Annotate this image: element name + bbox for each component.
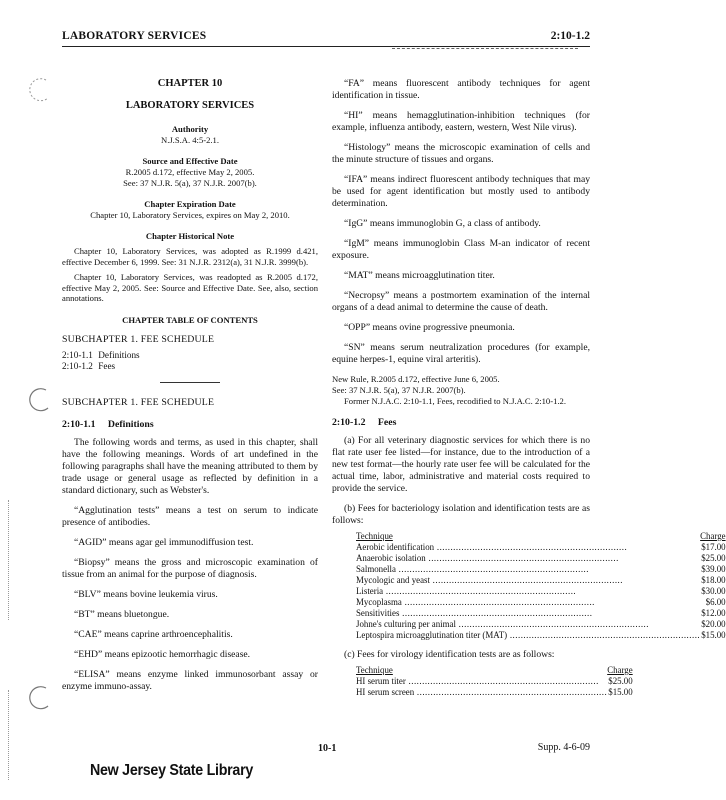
charge-value: $20.00 xyxy=(701,619,726,629)
fee-table-header xyxy=(356,531,726,542)
authority-text: N.J.S.A. 4:5-2.1. xyxy=(160,135,219,145)
scan-margin-line xyxy=(8,690,9,780)
charge-value: $15.00 xyxy=(608,687,633,697)
historical-heading: Chapter Historical Note xyxy=(145,231,235,241)
definition-item: “Biopsy” means the gross and microscopic examination of tissue from an animal for the purpose of diagnosis. xyxy=(62,556,318,580)
technique-name: Leptospira microagglutination titer (MAT) ..... xyxy=(356,630,700,641)
scan-margin-line xyxy=(8,500,9,620)
charge-value: $25.00 xyxy=(701,553,726,563)
definition-item: “ELISA” means enzyme linked immunosorbant assay or enzyme immuno-assay. xyxy=(62,668,318,692)
header-dashed-rule xyxy=(392,48,578,49)
definition-item: “SN” means serum neutralization procedures (for example, equine herpes-1, equine viral arteritis). xyxy=(332,342,590,365)
technique-column-header: Technique xyxy=(356,665,393,675)
binder-hole-icon xyxy=(26,386,54,414)
source-heading: Source and Effective Date xyxy=(142,156,238,166)
fees-paragraph-b: (b) Fees for bacteriology isolation and identification tests are as follows: xyxy=(332,503,590,526)
fees-paragraph-a: (a) For all veterinary diagnostic services for which there is no flat rate user fee listed—for instance, due to the introduction of a new test format—the hourly rate user fee will be calculated for the actual time, labor, administrative and material costs required to provide the service. xyxy=(332,435,590,494)
table-row xyxy=(356,619,726,630)
definition-item: “HI” means hemagglutination-inhibition techniques (for example, influenza antibody, eastern, western, West Nile virus). xyxy=(332,110,590,133)
technique-name: Aerobic identification ..... xyxy=(356,542,700,553)
right-column xyxy=(332,78,726,706)
technique-name: Mycoplasma ..... xyxy=(356,597,700,608)
subchapter-heading: SUBCHAPTER 1. FEE SCHEDULE xyxy=(62,396,215,408)
table-row xyxy=(356,553,726,564)
charge-value: $39.00 xyxy=(701,564,726,574)
chapter-number: CHAPTER 10 xyxy=(157,78,223,89)
definition-item: “IgM” means immunoglobin Class M-an indicator of recent exposure. xyxy=(332,238,590,261)
charge-value: $6.00 xyxy=(705,597,726,607)
technique-name: Sensitivities ..... xyxy=(356,608,700,619)
definition-item: “OPP” means ovine progressive pneumonia. xyxy=(344,322,515,333)
section-divider xyxy=(160,382,220,383)
definition-item: “IFA” means indirect fluorescent antibody techniques that may be used for agent identification but mostly used to antibody determination. xyxy=(332,174,590,209)
table-row xyxy=(356,608,726,619)
section-heading xyxy=(332,417,590,429)
toc-item-title: Definitions xyxy=(98,349,140,360)
table-row xyxy=(356,542,726,553)
technique-name: Anaerobic isolation ..... xyxy=(356,553,700,564)
definitions-intro: The following words and terms, as used in this chapter, shall have the following meanings. Words of art undefined in the following paragraphs shall have the meaning attributed to them by trade usage or general usage as reflected by definition in a standard dictionary, such as Webster's. xyxy=(62,436,318,496)
source-text: R.2005 d.172, effective May 2, 2005. xyxy=(125,167,255,177)
definition-item: “Necropsy” means a postmortem examination of the internal organs of a dead animal to determine the cause of death. xyxy=(332,290,590,313)
header-title: LABORATORY SERVICES xyxy=(62,30,207,42)
rule-history-line: New Rule, R.2005 d.172, effective June 6, 2005. xyxy=(332,374,500,384)
charge-value: $17.00 xyxy=(701,542,726,552)
table-row xyxy=(356,597,726,608)
charge-column-header: Charge xyxy=(700,531,726,541)
fees-paragraph-c: (c) Fees for virology identification tests are as follows: xyxy=(344,649,555,660)
toc-item-number: 2:10-1.2 xyxy=(62,360,93,371)
rule-history-line: Former N.J.A.C. 2:10-1.1, Fees, recodified to N.J.A.C. 2:10-1.2. xyxy=(344,396,566,406)
table-row xyxy=(356,564,726,575)
technique-name: HI serum titer ..... xyxy=(356,676,607,687)
fee-table-header xyxy=(356,665,633,676)
charge-column-header: Charge xyxy=(607,665,633,675)
header-rule xyxy=(62,46,590,47)
technique-name: HI serum screen ..... xyxy=(356,687,607,698)
left-column xyxy=(62,78,318,701)
toc-heading: CHAPTER TABLE OF CONTENTS xyxy=(122,314,258,325)
definition-item: “EHD” means epizootic hemorrhagic disease. xyxy=(74,648,251,660)
source-text: See: 37 N.J.R. 5(a), 37 N.J.R. 2007(b). xyxy=(123,178,257,188)
toc-item[interactable] xyxy=(62,350,318,361)
definition-item: “BT” means bluetongue. xyxy=(74,608,170,620)
section-number: 2:10-1.1 xyxy=(62,418,96,430)
definition-item: “Agglutination tests” means a test on serum to indicate presence of antibodies. xyxy=(62,504,318,528)
chapter-title: LABORATORY SERVICES xyxy=(125,100,255,111)
section-number: 2:10-1.2 xyxy=(332,417,366,428)
section-title: Definitions xyxy=(107,418,154,430)
charge-value: $12.00 xyxy=(701,608,726,618)
historical-note: Chapter 10, Laboratory Services, was readopted as R.2005 d.172, effective May 2, 2005. See: Source and Effective Date. See, also, section annotations. xyxy=(62,272,318,304)
section-heading xyxy=(62,419,318,431)
charge-value: $30.00 xyxy=(701,586,726,596)
section-title: Fees xyxy=(377,417,397,428)
table-row xyxy=(356,687,633,698)
virology-fee-table xyxy=(356,665,633,698)
definition-item: “Histology” means the microscopic examination of cells and the minute structure of tissues and organs. xyxy=(332,142,590,165)
authority-heading: Authority xyxy=(171,124,209,134)
definition-item: “BLV” means bovine leukemia virus. xyxy=(74,588,218,600)
toc-item-number: 2:10-1.1 xyxy=(62,349,93,360)
definition-item: “IgG” means immunoglobin G, a class of antibody. xyxy=(344,218,541,229)
expiration-text: Chapter 10, Laboratory Services, expires on May 2, 2010. xyxy=(90,210,290,220)
toc-subchapter: SUBCHAPTER 1. FEE SCHEDULE xyxy=(62,333,215,345)
table-row xyxy=(356,630,726,641)
page-number: 10-1 xyxy=(318,743,337,754)
charge-value: $25.00 xyxy=(608,676,633,686)
bacteriology-fee-table xyxy=(356,531,726,641)
historical-note: Chapter 10, Laboratory Services, was adopted as R.1999 d.421, effective December 6, 1999. See: 31 N.J.R. 2312(a), 31 N.J.R. 3999(b). xyxy=(62,246,318,267)
header-section-number: 2:10-1.2 xyxy=(550,30,590,42)
toc-item-title: Fees xyxy=(98,360,116,371)
definition-item: “CAE” means caprine arthroencephalitis. xyxy=(74,628,233,640)
technique-name: Salmonella ..... xyxy=(356,564,700,575)
definition-item: “FA” means fluorescent antibody techniques for agent identification in tissue. xyxy=(332,78,590,101)
definition-item: “AGID” means agar gel immunodiffusion test. xyxy=(74,536,254,548)
table-row xyxy=(356,676,633,687)
binder-hole-icon xyxy=(26,684,54,712)
library-stamp: New Jersey State Library xyxy=(90,762,254,779)
expiration-heading: Chapter Expiration Date xyxy=(144,199,236,209)
table-row xyxy=(356,575,726,586)
running-header xyxy=(62,30,590,46)
definition-item: “MAT” means microagglutination titer. xyxy=(344,270,495,281)
binder-hole-icon xyxy=(26,76,54,104)
supplement-date: Supp. 4-6-09 xyxy=(537,742,590,753)
toc-item[interactable] xyxy=(62,361,318,372)
technique-name: Mycologic and yeast ..... xyxy=(356,575,700,586)
technique-column-header: Technique xyxy=(356,531,393,541)
charge-value: $15.00 xyxy=(701,630,726,640)
technique-name: Listeria ..... xyxy=(356,586,700,597)
rule-history-line: See: 37 N.J.R. 5(a), 37 N.J.R. 2007(b). xyxy=(332,385,466,395)
table-row xyxy=(356,586,726,597)
technique-name: Johne's culturing per animal ..... xyxy=(356,619,700,630)
rule-history-note xyxy=(332,374,590,407)
charge-value: $18.00 xyxy=(701,575,726,585)
